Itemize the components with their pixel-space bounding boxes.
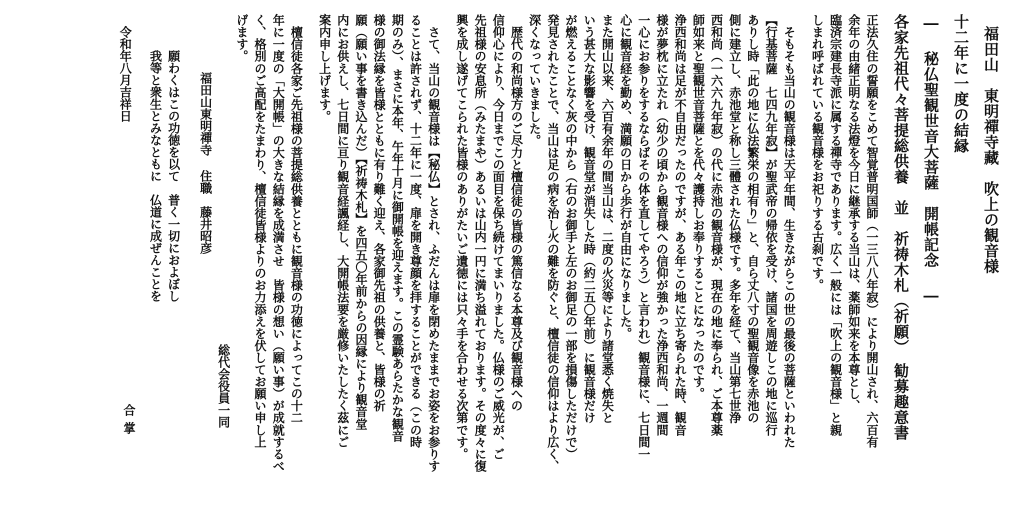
body-line: 年に一度の「大開帳」の大きな結縁を成満させ 皆様の想い（願い事）が成就するべ (271, 14, 286, 472)
signature-temple: 福田山東明禪寺 住職 藤井昭彦 (198, 72, 213, 254)
body-line: 西和尚（一六六九年寂）の代に赤池の観音様が、現在の地に奉られ、ご本尊薬 (709, 14, 724, 436)
verse-line: 我等と衆生とみなともに 仏道に成ぜんことを (148, 50, 163, 302)
doc-title-kaicho: ― 秘仏聖観世音大菩薩 開帳記念 ― (922, 14, 940, 305)
body-line: そもそも当山の観音様は天平年間、生きながらこの世の最後の菩薩といわれた (782, 14, 797, 448)
verse-line: 願わくはこの功徳を以て 普く一切におよぼし (166, 50, 181, 302)
body-line: が燃えることなく灰の中から（右のお御手と左のお御足の一部を損傷しただけで） (564, 14, 578, 460)
body-line: 願（願い事を書き込んだ）【祈祷木札】を四五〇年前からの因縁により観音堂 (353, 14, 368, 430)
body-line: 心に観音経を勤め、満願の日から歩行が自由になりました。 (618, 14, 633, 340)
body-line: いう甚大な影響を受け、観音堂が消失した時（約二五〇年前）に観音様だけ (582, 14, 597, 424)
signature-committee: 総代会役員一同 (216, 344, 231, 428)
body-line: 余年の由緒正明なる法燈を今日に継承する当山は、薬師如来を本尊とし、 (846, 14, 861, 412)
body-line: ることは許されず、十二年に一度、扉を開き尊顔を拝することができる（この時 (408, 14, 423, 448)
doc-title-temple: 福田山 東明禪寺藏 吹上の観音様 (982, 26, 1000, 274)
body-line: 期のみ）、まさに本年、午年十月に御開帳を迎えます。この霊験あらたかな観音 (390, 14, 405, 442)
body-line: 内にお供えし、七日間に亘り観音経諷経し、大開帳法要を厳修いたしたく茲にご (335, 14, 350, 448)
body-line: 様の御法縁を皆様とともに有り難く迎え、各家御先祖の供養と、皆様の祈 (372, 14, 387, 412)
doc-title-shuisho: 各家先祖代々菩提総供養 並 祈祷木札（祈願） 勧募趣意書 (892, 14, 910, 441)
gassho-mark: 合掌 (122, 404, 136, 440)
body-line: 案内申し上げます。 (317, 14, 332, 123)
body-line: ありし時「此の地に仏法繁栄の相有り」と、自ら丈八寸の聖観音像を赤池の (745, 14, 760, 424)
date-line: 令和年八月吉祥日 (118, 26, 133, 122)
body-line: 発見されたことで、当山は足の病を治し火の難を防ぐと、檀信徒の信仰はより広く、 (545, 14, 560, 472)
body-line: 興を成し遂げてこられた皆様のありがたいご遺徳には只々手を合わせる次第です。 (454, 14, 469, 460)
body-line: 深くなっていきました。 (527, 14, 542, 147)
body-line: 先祖様の安息所（みたまや）あるいは山内一円に満ち溢れております。その度々に復 (473, 14, 488, 472)
body-line: しまれ呼ばれている観音様をお祀りする古刹です。 (810, 14, 825, 292)
body-line: 檀信徒各家ご先祖様の菩提総供養とともに観音様の功徳によってこの十二 (289, 14, 304, 424)
body-line: 側に建立し、赤池堂と称し三體された仏様です。多年を経て、当山第七世浄 (727, 14, 742, 424)
doc-title-kechien: 十二年に一度の結縁 (952, 14, 970, 154)
body-line: げます。 (234, 14, 249, 63)
body-line: 一心にお参りをするならばその体を直してやろう）と言われ）観音様に、七日間一 (636, 14, 651, 460)
body-line: 様が夢枕に立たれ（幼少の頃から観音様への信仰が強かった浄西和尚、一週間 (654, 14, 669, 436)
body-line: く、格別のご高配をたまわり、檀信徒皆様よりのお力添えを伏してお願い申し上 (253, 14, 267, 448)
body-line: さて、当山の観音様は【秘仏】とされ、ふだんは扉を閉めたままでお姿をお参りす (426, 14, 441, 472)
body-line: また開山以来、六百有余年の間当山は、二度の火災等により諸堂悉く焼失と (600, 14, 615, 424)
body-line: 臨済宗建長寺派に属する禪寺であります。広く一般には「吹上の観音様」と親 (828, 14, 843, 436)
body-line: 浄西和尚は足が不自由だったのですが、ある年この地に立ち寄られた時、観音 (673, 14, 688, 436)
body-line: 信仰心により、今日までこの面目を保ち続けてまいりました。仏様のご威光が、ご (491, 14, 506, 460)
body-line: 師如来と聖観世音菩薩とを代々護持しお奉りすることになったのです。 (691, 14, 706, 400)
body-line: 歴代の和尚様方のご尽力と檀信徒の皆様の篤信なる本尊及び観音様への (509, 14, 524, 412)
body-line: 正法久住の誓願をこめて智覚普明国師（一三八八年寂）により開山され、六百有 (865, 14, 879, 448)
body-line: 【行基菩薩 七四九年寂】が聖武帝の帰依を受け、諸国を周遊しこの地に巡行 (764, 14, 779, 436)
